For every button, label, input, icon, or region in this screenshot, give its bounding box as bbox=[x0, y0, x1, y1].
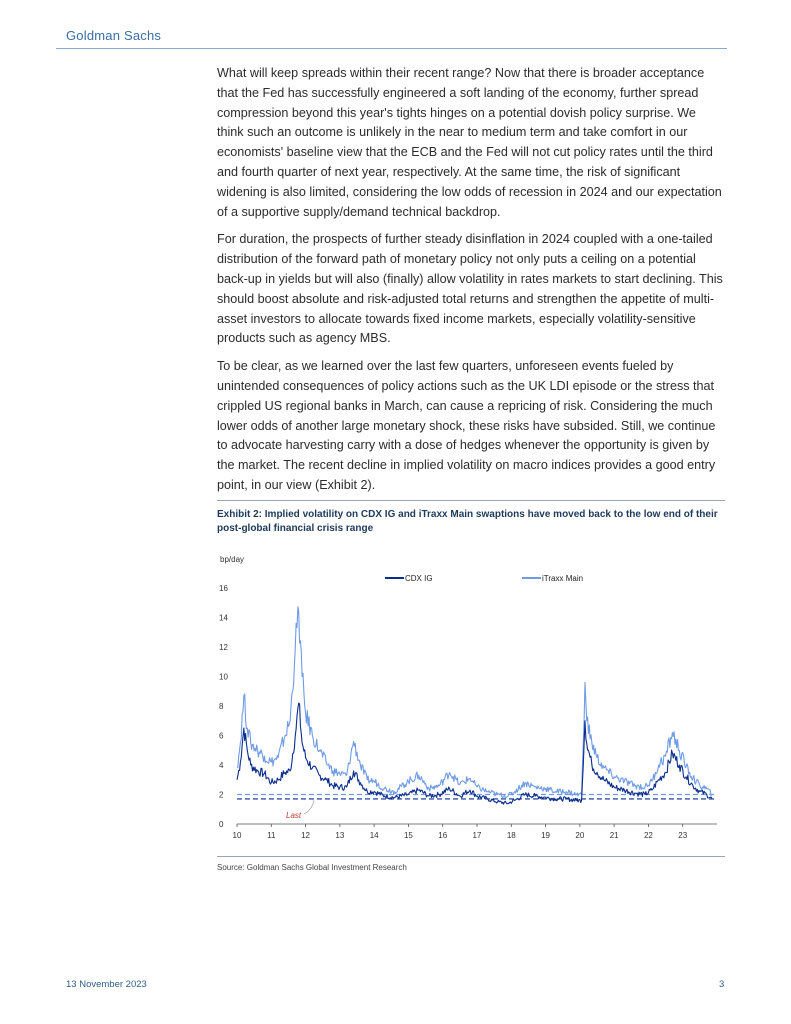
footer-date: 13 November 2023 bbox=[66, 979, 147, 990]
x-tick-label: 10 bbox=[232, 831, 242, 840]
body-text bbox=[217, 64, 725, 504]
header-divider bbox=[56, 48, 727, 49]
x-tick-label: 18 bbox=[506, 831, 516, 840]
brand-logo: Goldman Sachs bbox=[66, 28, 162, 43]
page-number: 3 bbox=[719, 979, 725, 990]
y-tick-label: 6 bbox=[219, 731, 224, 741]
y-tick-label: 14 bbox=[219, 613, 228, 623]
y-axis bbox=[219, 584, 228, 829]
exhibit-title: Exhibit 2: Implied volatility on CDX IG and iTraxx Main swaptions have moved back to the low end of their post-global financial crisis range bbox=[217, 509, 718, 534]
x-tick-label: 12 bbox=[301, 831, 311, 840]
x-tick-label: 22 bbox=[643, 831, 653, 840]
chart-canvas bbox=[217, 548, 725, 848]
y-tick-label: 12 bbox=[219, 643, 228, 652]
x-tick-label: 15 bbox=[403, 831, 413, 840]
series-line bbox=[237, 607, 712, 798]
x-tick-label: 13 bbox=[335, 831, 345, 840]
x-tick-label: 16 bbox=[438, 831, 448, 840]
source-note: Source: Goldman Sachs Global Investment Research bbox=[217, 863, 407, 872]
exhibit-bottom-divider bbox=[217, 856, 725, 857]
paragraph: To be clear, as we learned over the last few quarters, unforeseen events fueled by unintended consequences of policy actions such as the UK LDI episode or the stress that crippled US regional banks in March, can cause a repricing of risk. Considering the much lower odds of another large monetary shock, these risks have subsided. Still, we continue to advocate harvesting carry with a dose of hedges whenever the opportunity is given by the market. The recent decline in implied volatility on macro indices provides a good entry point, in our view (Exhibit 2). bbox=[217, 359, 716, 492]
last-annotation: Last bbox=[286, 811, 302, 820]
x-tick-label: 14 bbox=[369, 831, 379, 840]
y-axis-unit-label: bp/day bbox=[220, 555, 245, 564]
legend-itraxx-label: iTraxx Main bbox=[542, 574, 584, 583]
last-annotation-leader bbox=[304, 800, 314, 814]
y-tick-label: 4 bbox=[219, 761, 224, 770]
x-tick-label: 21 bbox=[609, 831, 619, 840]
chart-legend bbox=[385, 574, 583, 583]
exhibit-divider bbox=[217, 500, 725, 501]
x-axis bbox=[233, 824, 688, 840]
series-lines bbox=[237, 607, 712, 804]
y-tick-label: 8 bbox=[219, 702, 224, 711]
y-tick-label: 10 bbox=[219, 672, 228, 682]
legend-cdx-label: CDX IG bbox=[405, 574, 433, 583]
x-tick-label: 17 bbox=[472, 831, 482, 840]
volatility-chart bbox=[217, 548, 725, 848]
x-tick-label: 11 bbox=[267, 831, 276, 840]
y-tick-label: 0 bbox=[219, 820, 224, 829]
y-tick-label: 16 bbox=[219, 584, 228, 593]
y-tick-label: 2 bbox=[219, 790, 224, 800]
paragraph: What will keep spreads within their recent range? Now that there is broader acceptance that the Fed has successfully engineered a soft landing of the economy, further spread compression beyond this year's tights hinges on a potential dovish policy surprise. We think such an outcome is unlikely in the near to medium term and take comfort in our economists' baseline view that the ECB and the Fed will not cut policy rates until the third and fourth quarter of next year, respectively. At the same time, the risk of significant widening is also limited, considering the low odds of recession in 2024 and our expectation of a supportive supply/demand technical backdrop. bbox=[217, 66, 722, 219]
x-tick-label: 20 bbox=[575, 831, 585, 840]
x-tick-label: 19 bbox=[541, 831, 551, 840]
paragraph: For duration, the prospects of further steady disinflation in 2024 coupled with a one-tailed distribution of the forward path of monetary policy not only puts a ceiling on a potential back-up in yields but will also (finally) allow volatility in rates markets to start declining. This should boost absolute and risk-adjusted total returns and strengthen the appetite of multi-asset investors to allocate towards fixed income markets, especially volatility-sensitive products such as agency MBS. bbox=[217, 232, 723, 346]
x-tick-label: 23 bbox=[678, 831, 688, 840]
